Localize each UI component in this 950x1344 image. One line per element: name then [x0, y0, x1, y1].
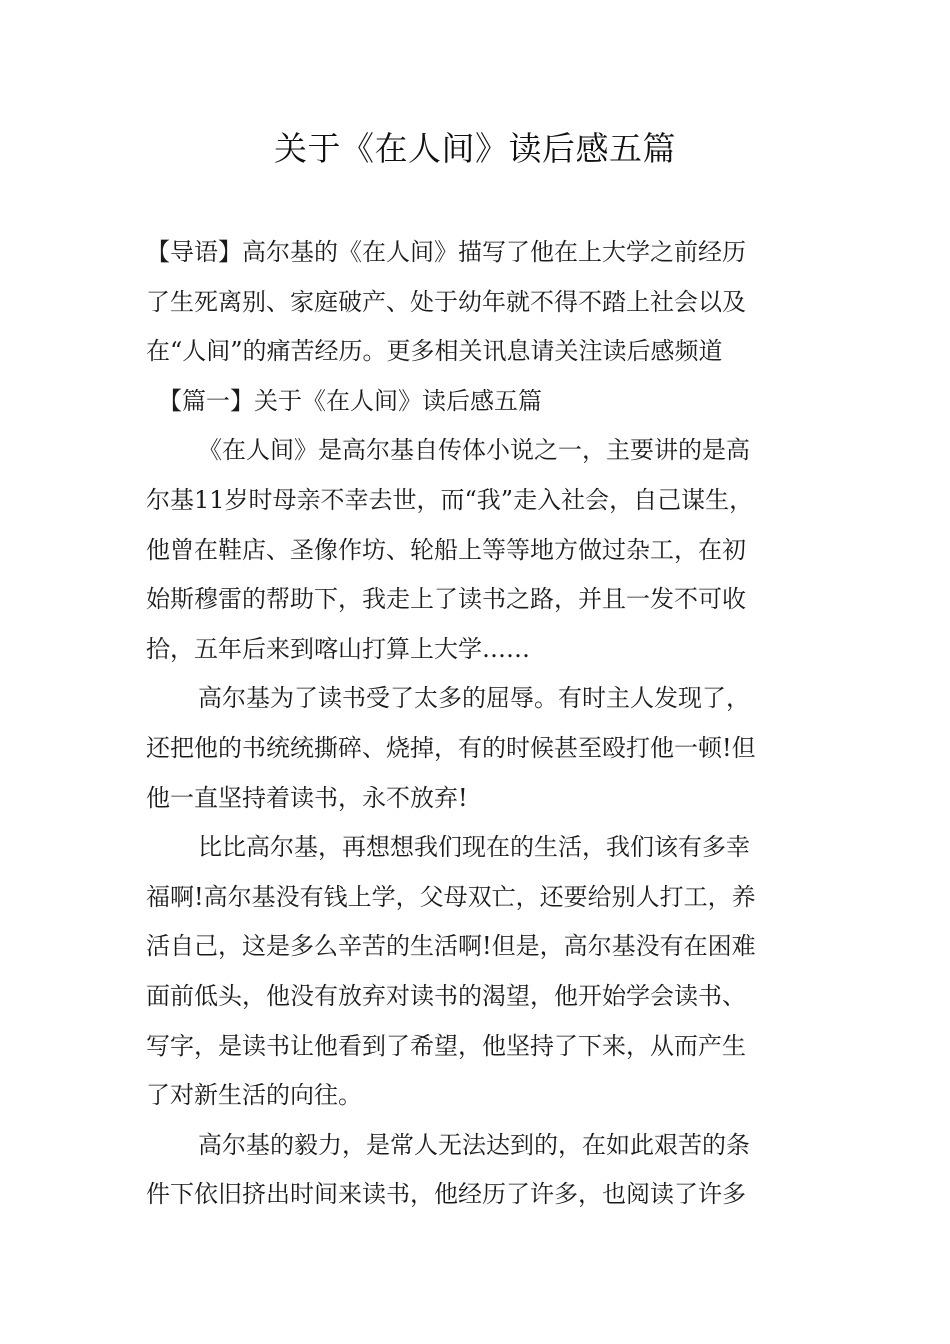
paragraph-line: 了对新生活的向往。 — [146, 1081, 362, 1110]
paragraph-line: 高尔基的毅力，是常人无法达到的，在如此艰苦的条 — [198, 1130, 750, 1159]
paragraph-line: 面前低头，他没有放弃对读书的渴望，他开始学会读书、 — [146, 981, 746, 1010]
intro-line: 【导语】高尔基的《在人间》描写了他在上大学之前经历 — [146, 238, 746, 266]
paragraph-line: 高尔基为了读书受了太多的屈辱。有时主人发现了， — [198, 684, 750, 713]
paragraph-line: 活自己，这是多么辛苦的生活啊!但是，高尔基没有在困难 — [146, 932, 756, 961]
paragraph-line: 尔基11岁时母亲不幸去世，而“我”走入社会，自己谋生， — [146, 485, 754, 514]
paragraph-line: 始斯穆雷的帮助下，我走上了读书之路，并且一发不可收 — [146, 585, 746, 614]
paragraph-line: 拾，五年后来到喀山打算上大学…… — [146, 634, 530, 663]
document-title: 关于《在人间》读后感五篇 — [274, 129, 676, 168]
document-body — [146, 228, 818, 1220]
paragraph-line: 写字，是读书让他看到了希望，他坚持了下来，从而产生 — [146, 1031, 746, 1060]
intro-line: 了生死离别、家庭破产、处于幼年就不得不踏上社会以及 — [146, 287, 746, 316]
paragraph-line: 福啊!高尔基没有钱上学，父母双亡，还要给别人打工，养 — [146, 882, 756, 911]
intro-line: 在“人间”的痛苦经历。更多相关讯息请关注读后感频道 — [146, 337, 723, 366]
paragraph-line: 比比高尔基，再想想我们现在的生活，我们该有多幸 — [198, 833, 750, 862]
paragraph-line: 他一直坚持着读书，永不放弃! — [146, 783, 468, 812]
paragraph-line: 还把他的书统统撕碎、烧掉，有的时候甚至殴打他一顿!但 — [146, 733, 756, 762]
paragraph-line: 他曾在鞋店、圣像作坊、轮船上等等地方做过杂工，在初 — [146, 535, 746, 564]
section-heading: 【篇一】关于《在人间》读后感五篇 — [158, 386, 542, 415]
paragraph-line: 《在人间》是高尔基自传体小说之一，主要讲的是高 — [198, 436, 750, 465]
paragraph-line: 件下依旧挤出时间来读书，他经历了许多，也阅读了许多 — [146, 1180, 746, 1209]
